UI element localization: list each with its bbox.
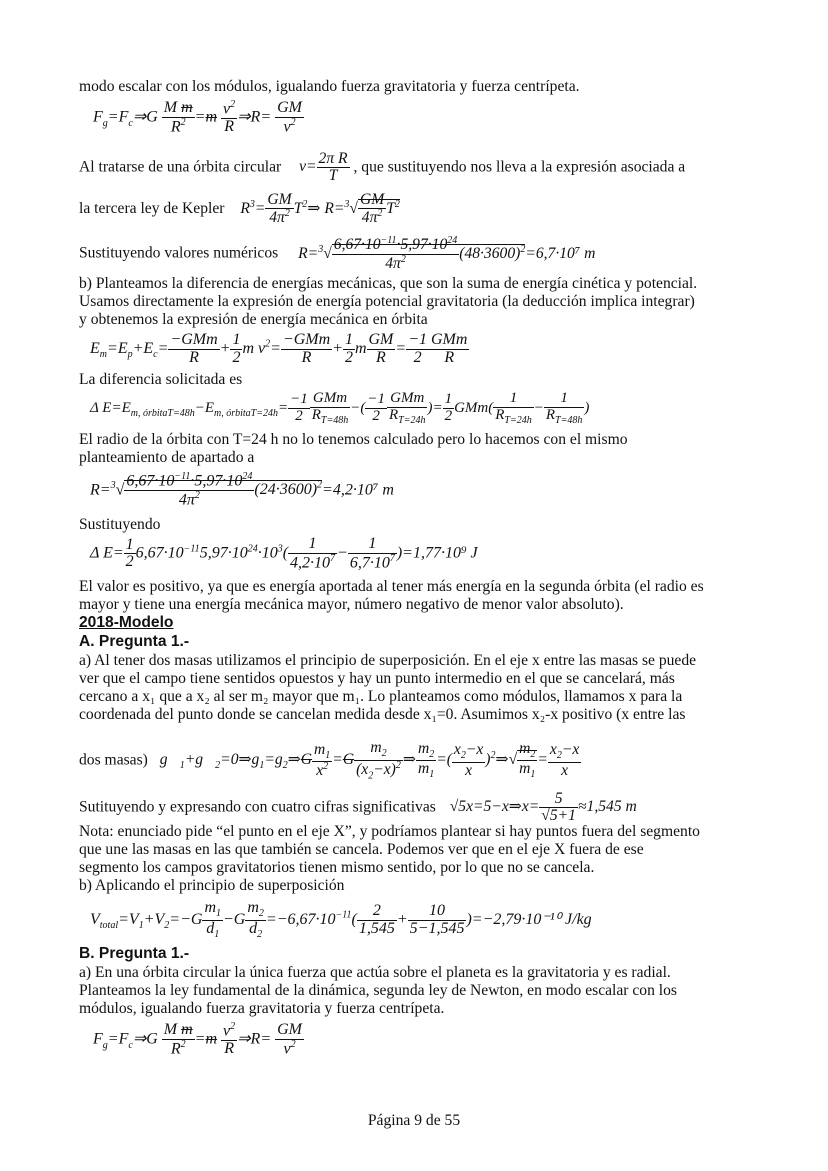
text-line: y obtenemos la expresión de energía mecánica en órbita	[79, 311, 428, 328]
text-line: modo escalar con los módulos, igualando fuerza gravitatoria y fuerza centrípeta.	[79, 78, 580, 95]
equation-potential-total: $V_{total}=V_1+V_2=-G$ $\frac{m_1}{d_1}$ −G $\frac{m_2}{d_2}$ $=-6,67\cdot 10^{-11}$( $\frac{2}{1,545}$ + $\frac{10}{5-1,545}$ )=−2,79·10⁻¹⁰ J/kg	[90, 899, 592, 940]
text-line: b) Planteamos la diferencia de energías mecánicas, que son la suma de energía cinética y potencial.	[79, 275, 698, 292]
text-line: Sustituyendo valores numéricos R=$^3$√ $\frac{6,67\cdot 10^{-11}\cdot 5,97\cdot 10^{24}}{4\pi^2}$ $(48\cdot 3600)^2=6,7\cdot 10^7$ m	[79, 235, 596, 272]
text-line: módulos, igualando fuerza gravitatoria y fuerza centrípeta.	[79, 1000, 445, 1017]
equation-gravity-centripetal: $F_g=F_c\Rightarrow G$ $\frac{\text{M m}}{R^2}$ =m $\frac{v^2}{R}$ ⇒R= $\frac{GM}{v^2}$	[93, 1021, 303, 1058]
text-line: ver que el campo tiene sentidos opuestos y hay un punto intermedio en el que se cancelará, más	[79, 670, 675, 687]
text-line: Planteamos la ley fundamental de la dinámica, segunda ley de Newton, en modo escalar con los	[79, 982, 677, 999]
text-span: dos masas)	[79, 751, 148, 769]
text-line: b) Aplicando el principio de superposición	[79, 877, 345, 894]
text-line: dos masas) $g⃗_1+g⃗_2=0\Rightarrow g_1=g_2\Rightarrow G$ $\frac{m_1}{x^2}$ =G $\frac{m_2}{(x_2-x)^2}$ ⇒ $\frac{m_2}{m_1}$ =( $\frac{x_2-x}{x}$ )$^2$⇒√ $\frac{m_2}{m_1}$ = $\frac{x_2-x}{x}$	[79, 739, 580, 781]
result-value: =−2,79·10⁻¹⁰ J/kg	[471, 910, 592, 928]
text-line: a) En una órbita circular la única fuerza que actúa sobre el planeta es la gravitatoria y es radial.	[79, 964, 671, 981]
text-line: El valor es positivo, ya que es energía aportada al tener más energía en la segunda órbita (el radio es	[79, 578, 704, 595]
equation-radius-24h: R=$^3$√ $\frac{6,67\cdot 10^{-11}\cdot 5,97\cdot 10^{24}}{4\pi^2}$ $(24\cdot 3600)^2=4,2\cdot 10^7$ m	[90, 471, 394, 509]
text-line: segmento los campos gravitatorios tienen mismo sentido, por lo que no se cancela.	[79, 859, 595, 876]
text-line: El radio de la órbita con T=24 h no lo tenemos calculado pero lo hacemos con el mismo	[79, 431, 628, 448]
equation-energy-difference: Δ $E=E_{m, órbitaT=48h}-E_{m, órbitaT=24h}=$ $\frac{-1}{2}$ $\frac{\text{GMm}}{R_{T=48h}}$ −( $\frac{-1}{2}$ $\frac{\text{GMm}}{R_{T=24h}}$ )= $\frac{1}{2}$ GMm( $\frac{1}{R_{T=24h}}$ − $\frac{1}{R_{T=48h}}$ )	[90, 390, 590, 426]
result-value: =1,77·10⁹ J	[402, 544, 478, 562]
page-footer: Página 9 de 55	[367, 1112, 461, 1129]
equation-energy-numeric: Δ E= $\frac{1}{2}$ $6,67\cdot 10^{-11}5,97\cdot 10^{24}\cdot 10^3$( $\frac{1}{4,2\cdot 10^7}$ − $\frac{1}{6,7\cdot 10^7}$ )=1,77·10⁹ J	[90, 535, 478, 572]
text-span: , que sustituyendo nos lleva a la expresión asociada a	[353, 158, 686, 176]
subsection-heading: B. Pregunta 1.-	[79, 945, 190, 962]
text-line: que une las masas en las que también se cancela. Podemos ver que en el eje X fuera de ese	[79, 841, 644, 858]
text-line: Sustituyendo	[79, 516, 161, 533]
text-line: Al tratarse de una órbita circular v= $\frac{\text{2π R}}{T}$ , que sustituyendo nos lleva a la expresión asociada a	[79, 150, 686, 185]
text-line: a) Al tener dos masas utilizamos el principio de superposición. En el eje x entre las masas se puede	[79, 652, 697, 669]
result-value: ≈1,545 m	[577, 798, 637, 816]
equation-gravity-centripetal: $F_g=F_c\Rightarrow G$ $\frac{\text{M m}}{R^2}$ =m $\frac{v^2}{R}$ ⇒R= $\frac{GM}{v^2}$	[93, 99, 303, 136]
text-line: Usamos directamente la expresión de energía potencial gravitatoria (la deducción implica integrar)	[79, 293, 695, 310]
text-span: Sustituyendo valores numéricos	[79, 244, 279, 262]
text-span: Al tratarse de una órbita circular	[79, 158, 282, 176]
text-line: coordenada del punto donde se cancelan medida desde x₁=0. Asumimos x₂-x positivo (x entre las	[79, 706, 686, 723]
text-line: la tercera ley de Kepler $R^3=$ $\frac{GM}{4\pi^2}$ $T^2\Rightarrow$ R=$^3$√ $\frac{GM}{4\pi^2}$ $T^2$	[79, 191, 400, 227]
subsection-heading: A. Pregunta 1.-	[79, 633, 190, 650]
result-value: =6,7·10⁷ m	[525, 244, 596, 262]
text-line: mayor y tiene una energía mecánica mayor, número negativo de menor valor absoluto).	[79, 596, 624, 613]
text-line: planteamiento de apartado a	[79, 449, 255, 466]
result-value: =4,2·10⁷ m	[322, 481, 394, 499]
equation-mechanical-energy: $E_m=E_p+E_c=$ $\frac{\text{−GMm}}{R}$ + $\frac{1}{2}$ m $v^2=$ $\frac{\text{−GMm}}{R}$ + $\frac{1}{2}$ m $\frac{GM}{R}$ = $\frac{-1}{2}$ $\frac{\text{GMm}}{R}$	[90, 331, 468, 366]
text-line: Sutituyendo y expresando con cuatro cifras significativas √5x=5−x⇒x= $\frac{5}{√5+1}$ ≈1,545 m	[79, 790, 637, 825]
text-span: Sutituyendo y expresando con cuatro cifras significativas	[79, 798, 436, 816]
section-heading: 2018-Modelo	[79, 614, 174, 631]
text-line: cercano a x₁ que a x₂ al ser m₂ mayor que m₁. Lo planteamos como módulos, llamamos x para la	[79, 688, 683, 705]
text-line: Nota: enunciado pide “el punto en el eje X”, y podríamos plantear si hay puntos fuera del segmento	[79, 823, 700, 840]
text-line: La diferencia solicitada es	[79, 371, 243, 388]
text-span: la tercera ley de Kepler	[79, 200, 225, 218]
